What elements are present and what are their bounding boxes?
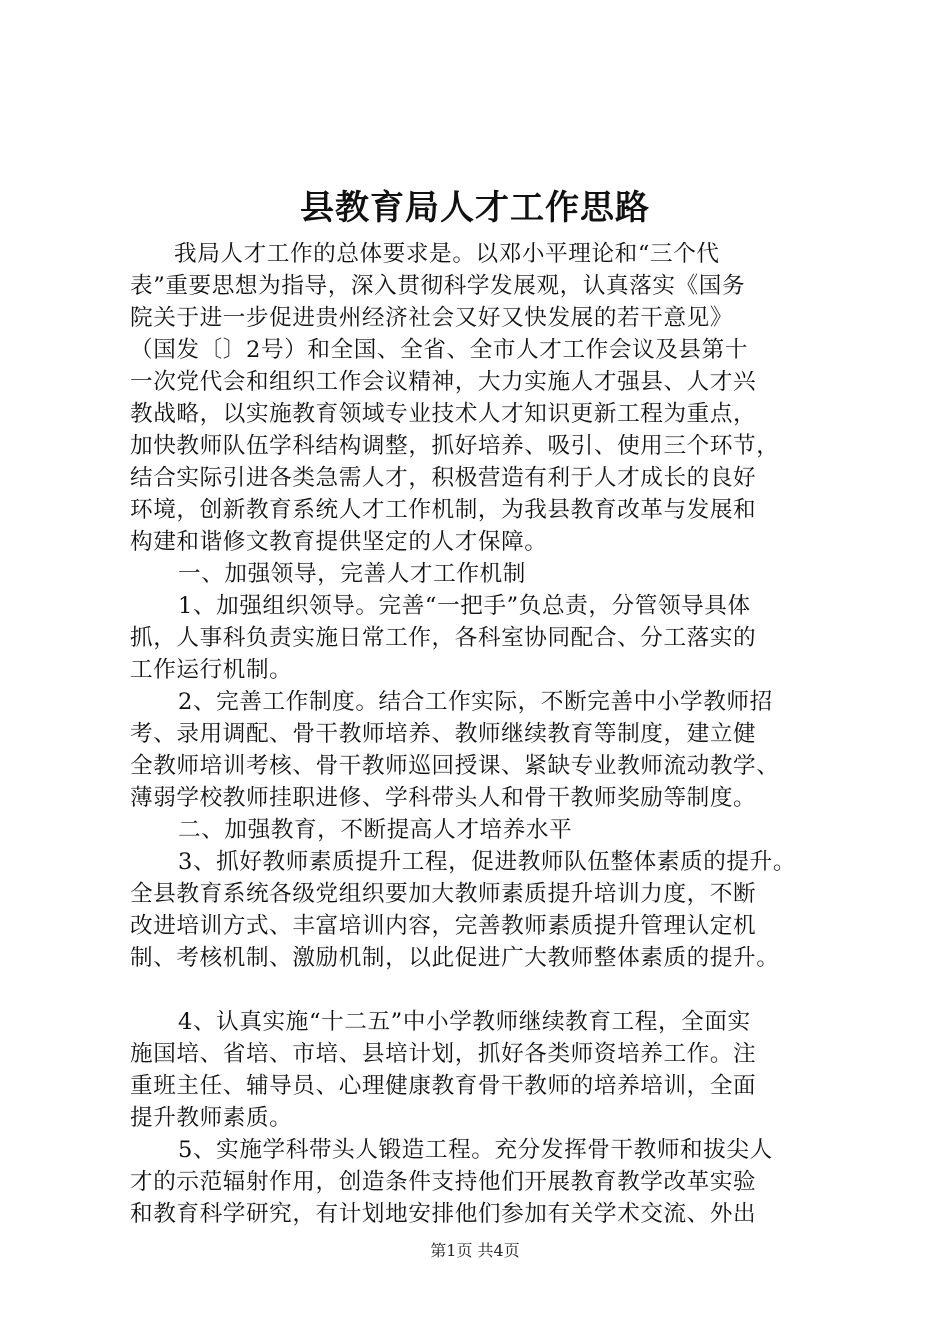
paragraph-line: 全教师培训考核、骨干教师巡回授课、紧缺专业教师流动教学、 (130, 753, 780, 779)
paragraph-line: 加快教师队伍学科结构调整，抓好培养、吸引、使用三个环节， (130, 433, 780, 459)
paragraph-line: 1、加强组织领导。完善“一把手”负总责，分管领导具体 (178, 593, 751, 619)
paragraph-line: 一次党代会和组织工作会议精神，大力实施人才强县、人才兴 (130, 369, 757, 395)
paragraph-line: 改进培训方式、丰富培训内容，完善教师素质提升管理认定机 (130, 913, 757, 939)
paragraph-line: 提升教师素质。 (130, 1105, 293, 1131)
document-body (130, 238, 830, 1230)
paragraph-line: 3、抓好教师素质提升工程，促进教师队伍整体素质的提升。 (178, 849, 797, 875)
paragraph-line: 4、认真实施“十二五”中小学教师继续教育工程，全面实 (178, 1009, 751, 1035)
paragraph-line: 5、实施学科带头人锻造工程。充分发挥骨干教师和拔尖人 (178, 1137, 773, 1163)
paragraph-line: （国发〔〕2号）和全国、全省、全市人才工作会议及县第十 (130, 337, 749, 363)
paragraph-line: 我局人才工作的总体要求是。以邓小平理论和“三个代 (174, 241, 720, 267)
paragraph-line: 院关于进一步促进贵州经济社会又好又快发展的若干意见》 (130, 305, 734, 331)
paragraph-line: 工作运行机制。 (130, 657, 293, 683)
document-title: 县教育局人才工作思路 (300, 188, 650, 228)
paragraph-line: 施国培、省培、市培、县培计划，抓好各类师资培养工作。注 (130, 1041, 757, 1067)
paragraph-line: 全县教育系统各级党组织要加大教师素质提升培训力度，不断 (130, 881, 757, 907)
paragraph-line: 构建和谐修文教育提供坚定的人才保障。 (130, 529, 548, 555)
blank-line (130, 974, 830, 1006)
section-heading: 二、加强教育，不断提高人才培养水平 (178, 817, 573, 843)
paragraph-line: 教战略，以实施教育领域专业技术人才知识更新工程为重点， (130, 401, 757, 427)
paragraph-line: 薄弱学校教师挂职进修、学科带头人和骨干教师奖励等制度。 (130, 785, 757, 811)
page-number: 第1页 共4页 (430, 1241, 520, 1260)
paragraph-line: 和教育科学研究，有计划地安排他们参加有关学术交流、外出 (130, 1201, 757, 1227)
paragraph-line: 抓，人事科负责实施日常工作，各科室协同配合、分工落实的 (130, 625, 757, 651)
paragraph-line: 结合实际引进各类急需人才，积极营造有利于人才成长的良好 (130, 465, 757, 491)
paragraph-line: 环境，创新教育系统人才工作机制，为我县教育改革与发展和 (130, 497, 757, 523)
paragraph-line: 2、完善工作制度。结合工作实际，不断完善中小学教师招 (178, 689, 773, 715)
paragraph-line: 制、考核机制、激励机制，以此促进广大教师整体素质的提升。 (130, 945, 780, 971)
paragraph-line: 表”重要思想为指导，深入贯彻科学发展观，认真落实《国务 (130, 273, 746, 299)
paragraph-line: 才的示范辐射作用，创造条件支持他们开展教育教学改革实验 (130, 1169, 757, 1195)
paragraph-line: 重班主任、辅导员、心理健康教育骨干教师的培养培训，全面 (130, 1073, 757, 1099)
section-heading: 一、加强领导，完善人才工作机制 (178, 561, 526, 587)
paragraph-line: 考、录用调配、骨干教师培养、教师继续教育等制度，建立健 (130, 721, 757, 747)
